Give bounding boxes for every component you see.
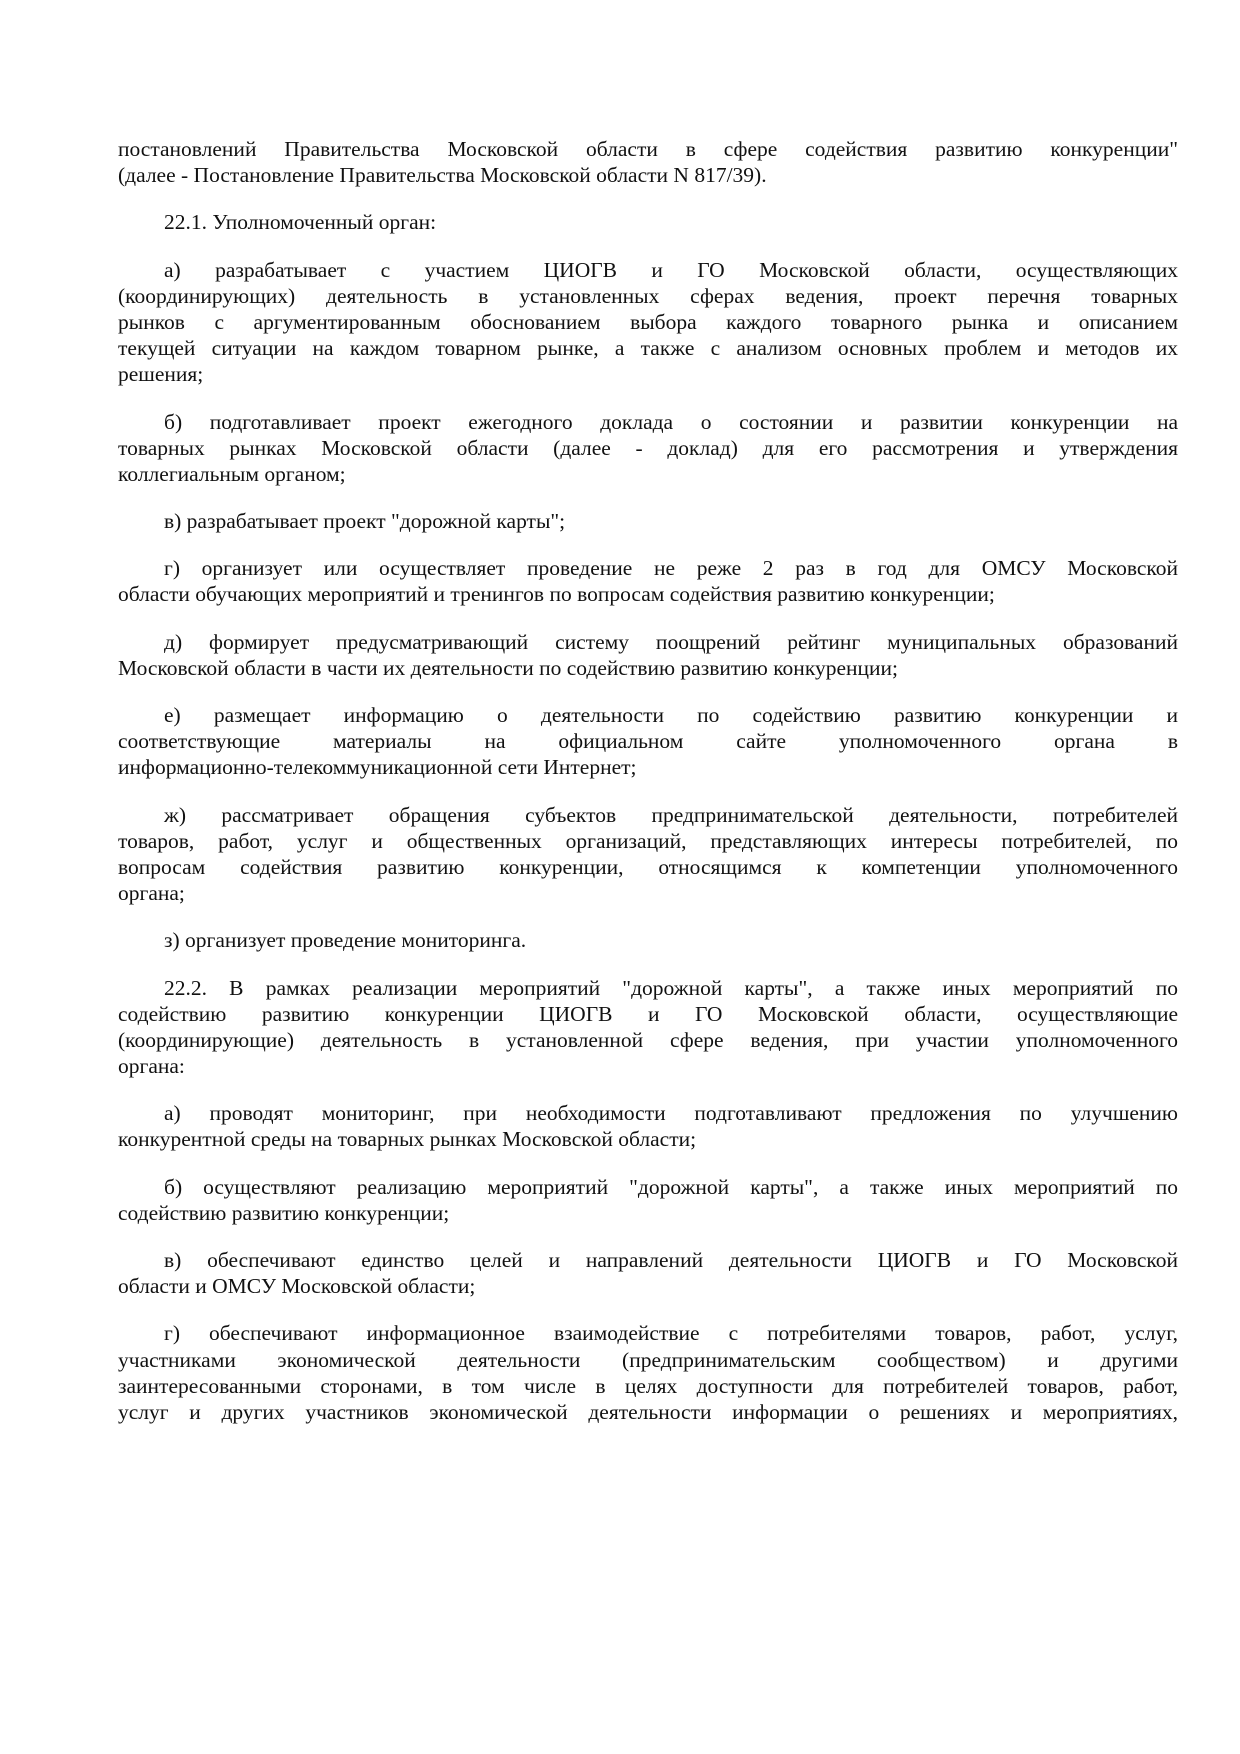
text-line: органа;	[118, 881, 185, 906]
text-line: ж) рассматривает обращения субъектов предпринимательской деятельности, потребителей	[164, 802, 1178, 827]
text-line: г) обеспечивают информационное взаимодействие с потребителями товаров, работ, услуг,	[164, 1321, 1178, 1346]
paragraph	[118, 555, 1178, 607]
text-line: в) разрабатывает проект "дорожной карты";	[164, 509, 566, 534]
text-line: рынков с аргументированным обоснованием выбора каждого товарного рынка и описанием	[118, 309, 1178, 334]
text-line: услуг и других участников экономической деятельности информации о решениях и мероприятиях,	[118, 1399, 1178, 1424]
text-line: 22.2. В рамках реализации мероприятий "дорожной карты", а также иных мероприятий по	[164, 975, 1178, 1000]
paragraph	[118, 702, 1178, 781]
paragraph	[118, 975, 1178, 1080]
paragraph	[118, 136, 1178, 188]
text-line: области обучающих мероприятий и тренингов по вопросам содействия развитию конкуренции;	[118, 582, 995, 607]
text-line: органа:	[118, 1054, 185, 1079]
paragraph	[118, 1174, 1178, 1226]
text-line: вопросам содействия развитию конкуренции, относящимся к компетенции уполномоченного	[118, 854, 1178, 879]
paragraph	[118, 1320, 1178, 1425]
text-line: 22.1. Уполномоченный орган:	[164, 210, 437, 235]
text-line: а) проводят мониторинг, при необходимости подготавливают предложения по улучшению	[164, 1101, 1178, 1126]
text-line: товарных рынках Московской области (далее - доклад) для его рассмотрения и утверждения	[118, 435, 1178, 460]
paragraph	[118, 927, 1178, 953]
text-line: д) формирует предусматривающий систему поощрений рейтинг муниципальных образований	[164, 629, 1178, 654]
text-line: информационно-телекоммуникационной сети Интернет;	[118, 755, 637, 780]
text-line: е) размещает информацию о деятельности по содействию развитию конкуренции и	[164, 703, 1178, 727]
text-line: б) осуществляют реализацию мероприятий "дорожной карты", а также иных мероприятий по	[164, 1174, 1178, 1199]
text-line: коллегиальным органом;	[118, 461, 346, 486]
text-line: (координирующих) деятельность в установленных сферах ведения, проект перечня товарных	[118, 283, 1178, 308]
text-line: б) подготавливает проект ежегодного доклада о состоянии и развитии конкуренции на	[164, 409, 1178, 434]
text-line: (координирующие) деятельность в установленной сфере ведения, при участии уполномоченного	[118, 1027, 1178, 1052]
text-line: товаров, работ, услуг и общественных организаций, представляющих интересы потребителей, по	[118, 828, 1178, 853]
text-line: конкурентной среды на товарных рынках Московской области;	[118, 1127, 697, 1152]
paragraph	[118, 209, 1178, 235]
text-line: решения;	[118, 362, 204, 387]
text-line: заинтересованными сторонами, в том числе в целях доступности для потребителей товаров, работ,	[118, 1373, 1178, 1398]
text-line: з) организует проведение мониторинга.	[164, 928, 527, 953]
paragraph	[118, 508, 1178, 534]
paragraph	[118, 1100, 1178, 1152]
paragraph	[118, 1247, 1178, 1299]
text-line: а) разрабатывает с участием ЦИОГВ и ГО Московской области, осуществляющих	[164, 257, 1178, 282]
text-line: постановлений Правительства Московской области в сфере содействия развитию конкуренции"	[118, 137, 1178, 161]
paragraph	[118, 802, 1178, 907]
paragraph	[118, 257, 1178, 388]
text-line: в) обеспечивают единство целей и направлений деятельности ЦИОГВ и ГО Московской	[164, 1248, 1178, 1272]
text-line: содействию развитию конкуренции;	[118, 1200, 450, 1225]
text-line: соответствующие материалы на официальном сайте уполномоченного органа в	[118, 729, 1178, 754]
text-line: г) организует или осуществляет проведение не реже 2 раз в год для ОМСУ Московской	[164, 556, 1178, 581]
paragraph	[118, 409, 1178, 488]
paragraph	[118, 629, 1178, 681]
text-line: содействию развитию конкуренции ЦИОГВ и ГО Московской области, осуществляющие	[118, 1001, 1178, 1026]
text-line: участниками экономической деятельности (предпринимательским сообществом) и другими	[118, 1347, 1178, 1372]
text-line: области и ОМСУ Московской области;	[118, 1274, 476, 1299]
document-page	[118, 136, 1178, 1446]
text-line: Московской области в части их деятельности по содействию развитию конкуренции;	[118, 655, 898, 680]
text-line: текущей ситуации на каждом товарном рынке, а также с анализом основных проблем и методов их	[118, 336, 1178, 361]
text-line: (далее - Постановление Правительства Московской области N 817/39).	[118, 163, 767, 188]
